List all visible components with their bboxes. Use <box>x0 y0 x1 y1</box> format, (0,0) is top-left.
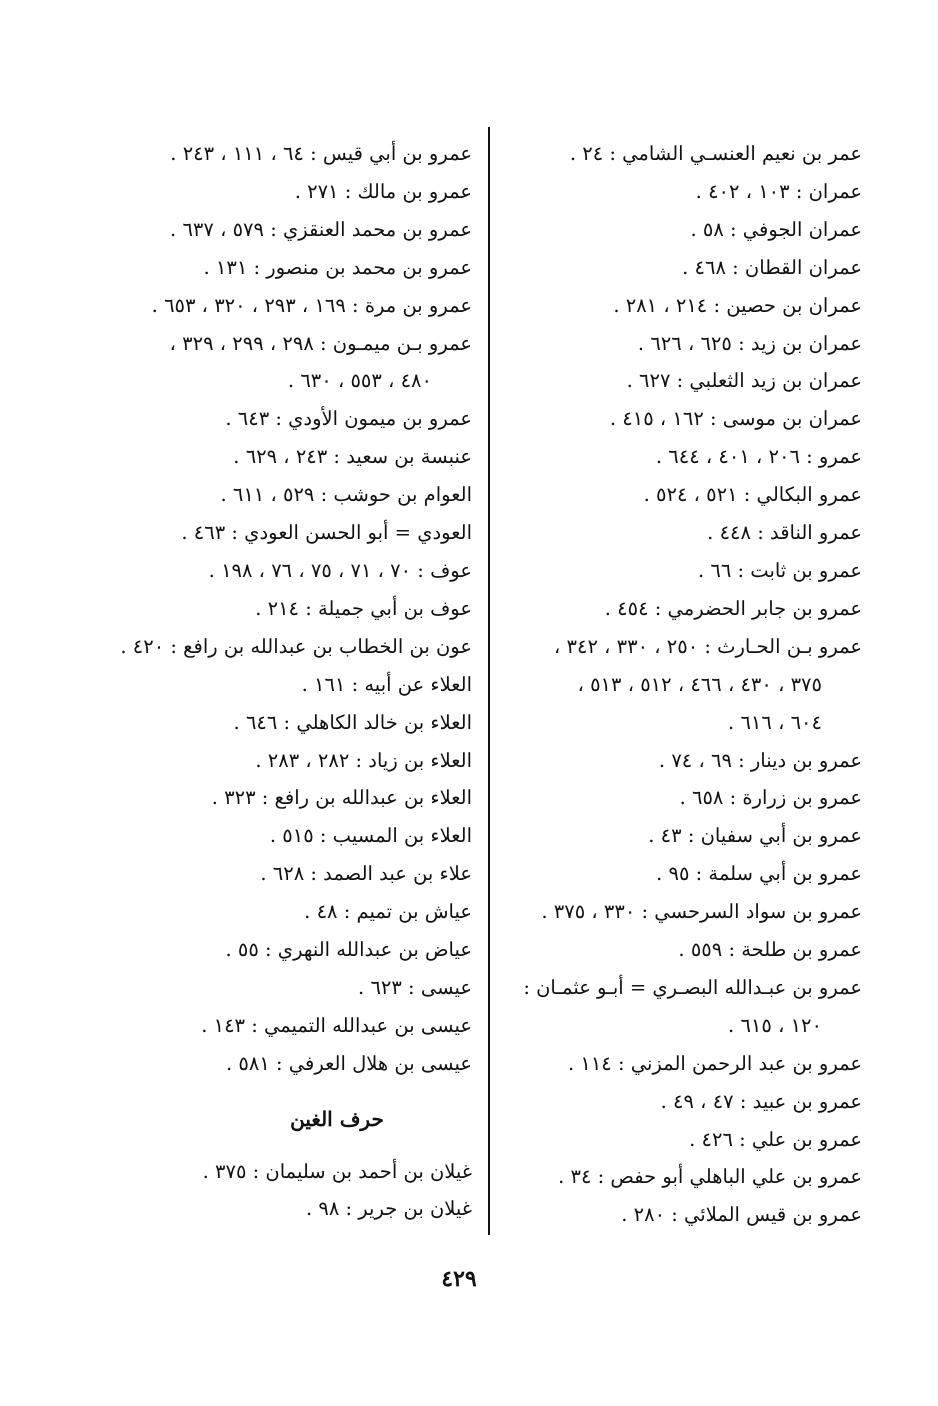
index-entry: عياض بن عبدالله النهري : ٥٥ . <box>225 938 472 962</box>
column-divider <box>488 127 490 1235</box>
index-entry: عمران بن حصين : ٢١٤ ، ٢٨١ . <box>613 293 862 317</box>
index-entries-ghayn <box>92 1153 472 1229</box>
index-entries-ayn <box>92 135 472 1083</box>
page-number: ٤٢٩ <box>441 1266 477 1292</box>
index-entry: عنبسة بن سعيد : ٢٤٣ ، ٦٢٩ . <box>233 445 472 469</box>
index-entry: علاء بن عبد الصمد : ٦٢٨ . <box>260 862 472 886</box>
index-entry: عمرو بن علي : ٤٢٦ . <box>689 1127 862 1151</box>
index-entry: غيلان بن أحمد بن سليمان : ٣٧٥ . <box>202 1159 472 1183</box>
index-entry: العلاء بن خالد الكاهلي : ٦٤٦ . <box>233 710 472 734</box>
index-entry: عمرو بن أبي قيس : ٦٤ ، ١١١ ، ٢٤٣ . <box>170 142 472 165</box>
index-entry: عيسى بن عبدالله التميمي : ١٤٣ . <box>201 1013 472 1037</box>
index-entry-continuation: ٦٠٤ ، ٦١٦ . <box>728 710 822 734</box>
index-entry: العوام بن حوشب : ٥٢٩ ، ٦١١ . <box>220 483 472 507</box>
index-entry: عمرو بن أبي سفيان : ٤٣ . <box>648 824 862 848</box>
index-entry: عمرو : ٢٠٦ ، ٤٠١ ، ٦٤٤ . <box>655 445 862 469</box>
index-entry: عمرو بن زرارة : ٦٥٨ . <box>679 786 862 810</box>
section-heading: حرف الغين <box>290 1106 384 1131</box>
index-entry: عمران بن موسى : ١٦٢ ، ٤١٥ . <box>609 407 862 431</box>
index-entry: عمرو بن عبيد : ٤٧ ، ٤٩ . <box>660 1089 862 1113</box>
index-entry: عيسى بن هلال العرفي : ٥٨١ . <box>225 1051 472 1075</box>
index-entry: عمرو بـن الحـارث : ٢٥٠ ، ٣٣٠ ، ٣٤٢ ، <box>554 634 862 658</box>
index-entry: عمرو بن عبـدالله البصـري = أبـو عثمـان : <box>523 975 862 999</box>
index-entry: عمرو بن أبي سلمة : ٩٥ . <box>656 862 862 886</box>
index-entry: غيلان بن جرير : ٩٨ . <box>305 1197 472 1221</box>
index-entry-continuation: ١٢٠ ، ٦١٥ . <box>728 1013 822 1037</box>
index-entry: عمرو بن قيس الملائي : ٢٨٠ . <box>621 1203 862 1227</box>
index-entry: عياش بن تميم : ٤٨ . <box>304 900 472 924</box>
index-entry: عون بن الخطاب بن عبدالله بن رافع : ٤٢٠ . <box>120 634 472 658</box>
index-entry: العلاء بن زياد : ٢٨٢ ، ٢٨٣ . <box>255 748 472 772</box>
index-entry: العلاء بن المسيب : ٥١٥ . <box>269 824 472 848</box>
index-entry: عمرو بـن ميمـون : ٢٩٨ ، ٢٩٩ ، ٣٢٩ ، <box>169 331 472 355</box>
index-entry: العلاء عن أبيه : ١٦١ . <box>301 672 472 696</box>
index-entry: عمرو البكالي : ٥٢١ ، ٥٢٤ . <box>643 483 862 507</box>
index-entry: عمران بن زيد الثعلبي : ٦٢٧ . <box>626 369 862 393</box>
index-entry: عمرو بن محمد العنقزي : ٥٧٩ ، ٦٣٧ . <box>170 217 472 241</box>
index-entry: عمرو بن طلحة : ٥٥٩ . <box>678 938 862 962</box>
index-entry: عمرو بن مرة : ١٦٩ ، ٢٩٣ ، ٣٢٠ ، ٦٥٣ . <box>151 293 472 317</box>
index-entry: عوف : ٧٠ ، ٧١ ، ٧٥ ، ٧٦ ، ١٩٨ . <box>208 558 472 582</box>
index-entry: عمرو بن عبد الرحمن المزني : ١١٤ . <box>567 1051 862 1075</box>
index-entry: عمران : ١٠٣ ، ٤٠٢ . <box>695 179 862 203</box>
index-entry-continuation: ٣٧٥ ، ٤٣٠ ، ٤٦٦ ، ٥١٢ ، ٥١٣ ، <box>577 672 822 696</box>
index-entry: عمر بن نعيم العنسـي الشامي : ٢٤ . <box>569 142 862 165</box>
index-entry: عمران بن زيد : ٦٢٥ ، ٦٢٦ . <box>637 331 862 355</box>
index-entry: العلاء بن عبدالله بن رافع : ٣٢٣ . <box>211 786 472 810</box>
index-entry: عمرو بن جابر الحضرمي : ٤٥٤ . <box>604 596 862 620</box>
index-entry-continuation: ٤٨٠ ، ٥٥٣ ، ٦٣٠ . <box>287 369 432 393</box>
index-entry: عمران الجوفي : ٥٨ . <box>690 217 862 241</box>
index-entry: عيسى : ٦٢٣ . <box>358 975 472 999</box>
index-column-left <box>92 135 472 1228</box>
index-entry: عمرو بن ميمون الأودي : ٦٤٣ . <box>225 407 472 431</box>
index-entry: عمرو بن مالك : ٢٧١ . <box>294 179 472 203</box>
index-entry: العودي = أبو الحسن العودي : ٤٦٣ . <box>181 521 472 545</box>
index-entry: عمرو بن سواد السرحسي : ٣٣٠ ، ٣٧٥ . <box>541 900 862 924</box>
index-entry: عمرو بن محمد بن منصور : ١٣١ . <box>203 255 472 279</box>
index-entry: عمران القطان : ٤٦٨ . <box>682 255 862 279</box>
index-column-right <box>482 135 862 1234</box>
index-entry: عوف بن أبي جميلة : ٢١٤ . <box>255 596 472 620</box>
index-entry: عمرو الناقد : ٤٤٨ . <box>707 521 862 545</box>
index-entry: عمرو بن ثابت : ٦٦ . <box>697 558 862 582</box>
index-entry: عمرو بن دينار : ٦٩ ، ٧٤ . <box>658 748 862 772</box>
index-entry: عمرو بن علي الباهلي أبو حفص : ٣٤ . <box>558 1165 862 1189</box>
